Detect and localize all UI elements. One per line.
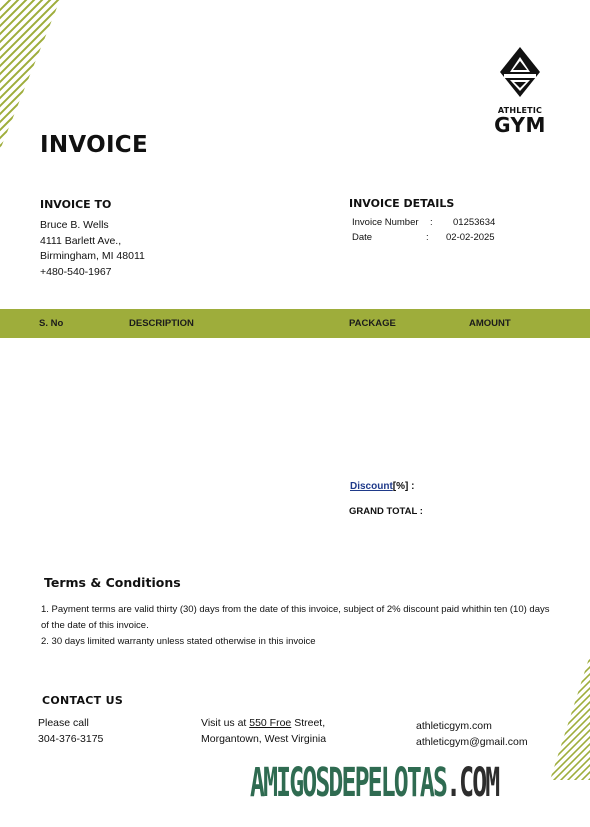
customer-name: Bruce B. Wells [40, 219, 109, 231]
terms-item: 1. Payment terms are valid thirty (30) days from the date of this invoice, subject of 2% discount paid whithin ten (10) days of the date of this invoice. [41, 604, 550, 631]
customer-address-line2: Birmingham, MI 48011 [40, 250, 145, 262]
invoice-number-sep: : [430, 217, 433, 228]
discount-suffix: [%] : [392, 481, 415, 492]
email-link[interactable]: athleticgym@gmail.com [416, 735, 528, 748]
gym-emblem-icon [498, 45, 542, 99]
call-label: Please call [38, 717, 89, 729]
gym-logo [488, 45, 552, 135]
discount-label [350, 481, 414, 492]
items-table-header [0, 309, 590, 338]
terms-heading: Terms & Conditions [44, 575, 181, 590]
logo-text-small: ATHLETIC [497, 106, 543, 115]
contact-city: Morgantown, West Virginia [201, 732, 327, 745]
corner-stripes-decoration [550, 650, 590, 780]
watermark [250, 760, 498, 806]
invoice-to-block [40, 218, 145, 280]
visit-prefix: Visit us at [201, 717, 250, 729]
logo-text-big: GYM [494, 113, 546, 137]
column-header-sno: S. No [39, 318, 64, 329]
street-suffix: Street, [291, 717, 326, 729]
contact-web-block [416, 719, 528, 750]
invoice-date-sep: : [426, 232, 429, 243]
discount-word: Discount [350, 481, 393, 492]
website-link[interactable]: athleticgym.com [416, 720, 492, 732]
column-header-package: PACKAGE [349, 318, 396, 329]
column-header-description: DESCRIPTION [129, 318, 194, 329]
terms-item: 2. 30 days limited warranty unless stated otherwise in this invoice [41, 636, 316, 647]
invoice-date-label: Date [352, 232, 373, 243]
invoice-to-heading: INVOICE TO [40, 198, 112, 211]
column-header-amount: AMOUNT [469, 318, 511, 329]
grand-total-label: GRAND TOTAL : [349, 506, 423, 517]
invoice-title: INVOICE [40, 132, 149, 158]
watermark-main: AMIGOSDEPELOTAS [250, 760, 447, 806]
invoice-number-value: 01253634 [453, 217, 496, 228]
customer-phone: +480-540-1967 [40, 265, 112, 278]
contact-address-block [201, 716, 326, 747]
invoice-date-value: 02-02-2025 [446, 232, 495, 243]
invoice-details-heading: INVOICE DETAILS [349, 197, 455, 210]
watermark-domain: .COM [446, 760, 499, 806]
terms-body [41, 602, 556, 650]
contact-heading: CONTACT US [42, 694, 124, 707]
contact-phone-block [38, 716, 103, 747]
contact-phone: 304-376-3175 [38, 732, 104, 745]
customer-address-line1: 4111 Barlett Ave., [40, 234, 122, 247]
invoice-number-label: Invoice Number [352, 217, 419, 228]
street-link[interactable]: 550 Froe [249, 717, 292, 729]
